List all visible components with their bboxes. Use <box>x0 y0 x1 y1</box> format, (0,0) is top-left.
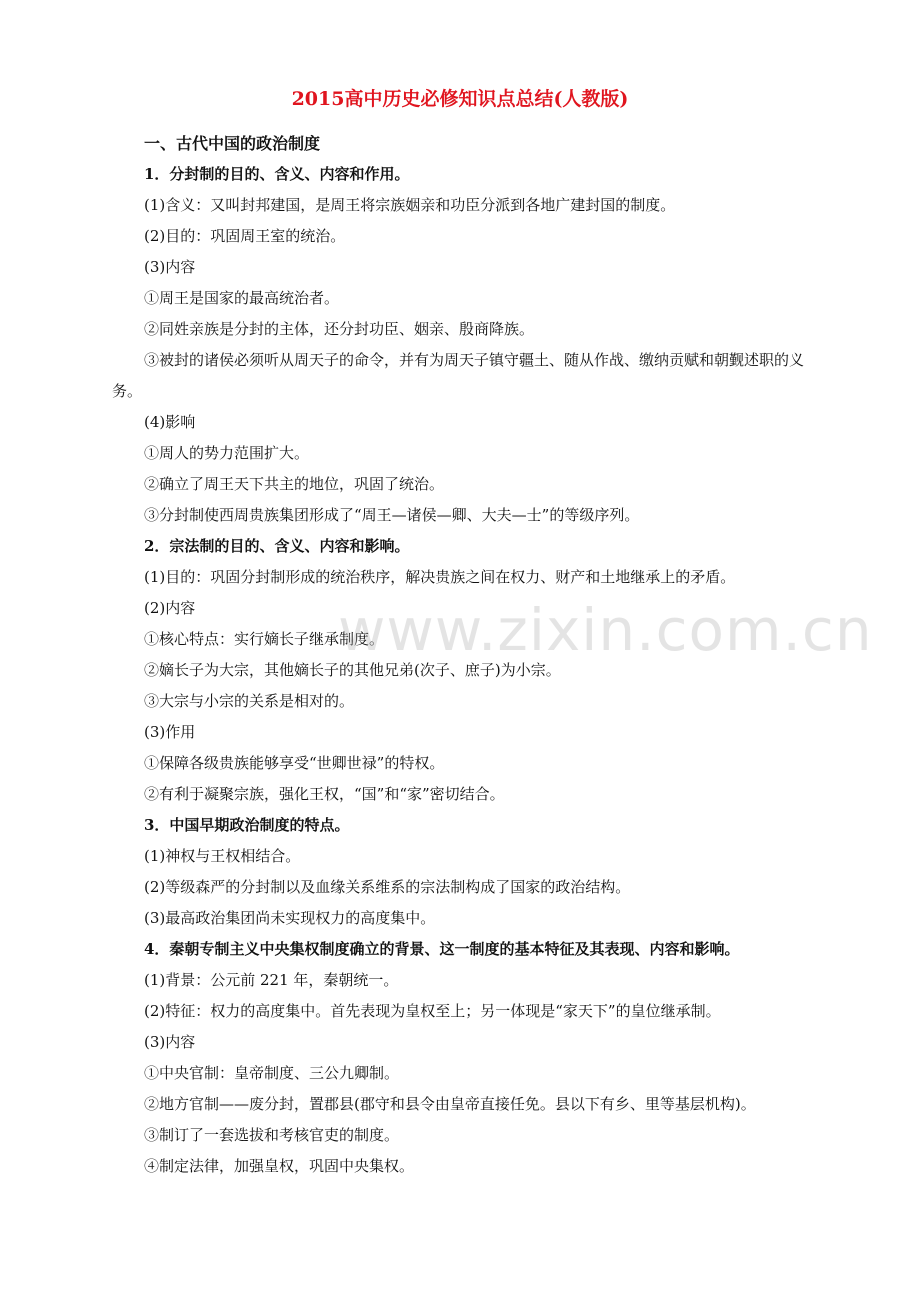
list-item: ①保障各级贵族能够享受“世卿世禄”的特权。 <box>144 754 445 772</box>
list-item: ②同姓亲族是分封的主体，还分封功臣、姻亲、殷商降族。 <box>144 320 535 338</box>
paragraph: (1)目的：巩固分封制形成的统治秩序，解决贵族之间在权力、财产和土地继承上的矛盾。 <box>144 568 736 586</box>
list-item: ②有利于凝聚宗族，强化王权，“国”和“家”密切结合。 <box>144 785 505 803</box>
paragraph: (1)背景：公元前 221 年，秦朝统一。 <box>144 971 399 989</box>
watermark: www.zixin.com.cn <box>338 596 873 664</box>
list-item: ③分封制使西周贵族集团形成了“周王—诸侯—卿、大夫—士”的等级序列。 <box>144 506 640 524</box>
list-item: ②地方官制——废分封，置郡县(郡守和县令由皇帝直接任免。县以下有乡、里等基层机构)。 <box>144 1095 756 1113</box>
list-item: ①周王是国家的最高统治者。 <box>144 289 340 307</box>
paragraph: (1)神权与王权相结合。 <box>144 847 301 865</box>
paragraph: (2)特征：权力的高度集中。首先表现为皇权至上；另一体现是“家天下”的皇位继承制。 <box>144 1002 721 1020</box>
paragraph: (4)影响 <box>144 413 196 431</box>
paragraph: (2)等级森严的分封制以及血缘关系维系的宗法制构成了国家的政治结构。 <box>144 878 631 896</box>
list-item: ③被封的诸侯必须听从周天子的命令，并有为周天子镇守疆土、随从作战、缴纳贡赋和朝觐述职的义务。 <box>112 351 805 400</box>
paragraph: (3)最高政治集团尚未实现权力的高度集中。 <box>144 909 436 927</box>
question-heading-1: 1．分封制的目的、含义、内容和作用。 <box>144 165 410 183</box>
list-item: ①周人的势力范围扩大。 <box>144 444 310 462</box>
list-item: ②确立了周王天下共主的地位，巩固了统治。 <box>144 475 445 493</box>
document-title: 2015高中历史必修知识点总结(人教版) <box>291 88 629 110</box>
paragraph: (3)内容 <box>144 258 196 276</box>
paragraph: (3)内容 <box>144 1033 196 1051</box>
section-heading: 一、古代中国的政治制度 <box>144 134 321 153</box>
question-heading-4: 4．秦朝专制主义中央集权制度确立的背景、这一制度的基本特征及其表现、内容和影响。 <box>144 940 740 958</box>
paragraph: (2)目的：巩固周王室的统治。 <box>144 227 346 245</box>
list-item: ④制定法律，加强皇权，巩固中央集权。 <box>144 1157 415 1175</box>
list-item: ③大宗与小宗的关系是相对的。 <box>144 692 355 710</box>
document-body <box>112 128 812 1182</box>
question-heading-2: 2．宗法制的目的、含义、内容和影响。 <box>144 537 410 555</box>
list-item: ①中央官制：皇帝制度、三公九卿制。 <box>144 1064 400 1082</box>
list-item: ②嫡长子为大宗，其他嫡长子的其他兄弟(次子、庶子)为小宗。 <box>144 661 561 679</box>
list-item: ③制订了一套选拔和考核官吏的制度。 <box>144 1126 400 1144</box>
paragraph: (3)作用 <box>144 723 196 741</box>
paragraph: (1)含义：又叫封邦建国，是周王将宗族姻亲和功臣分派到各地广建封国的制度。 <box>144 196 676 214</box>
list-item: ①核心特点：实行嫡长子继承制度。 <box>144 630 385 648</box>
paragraph: (2)内容 <box>144 599 196 617</box>
question-heading-3: 3．中国早期政治制度的特点。 <box>144 816 350 834</box>
